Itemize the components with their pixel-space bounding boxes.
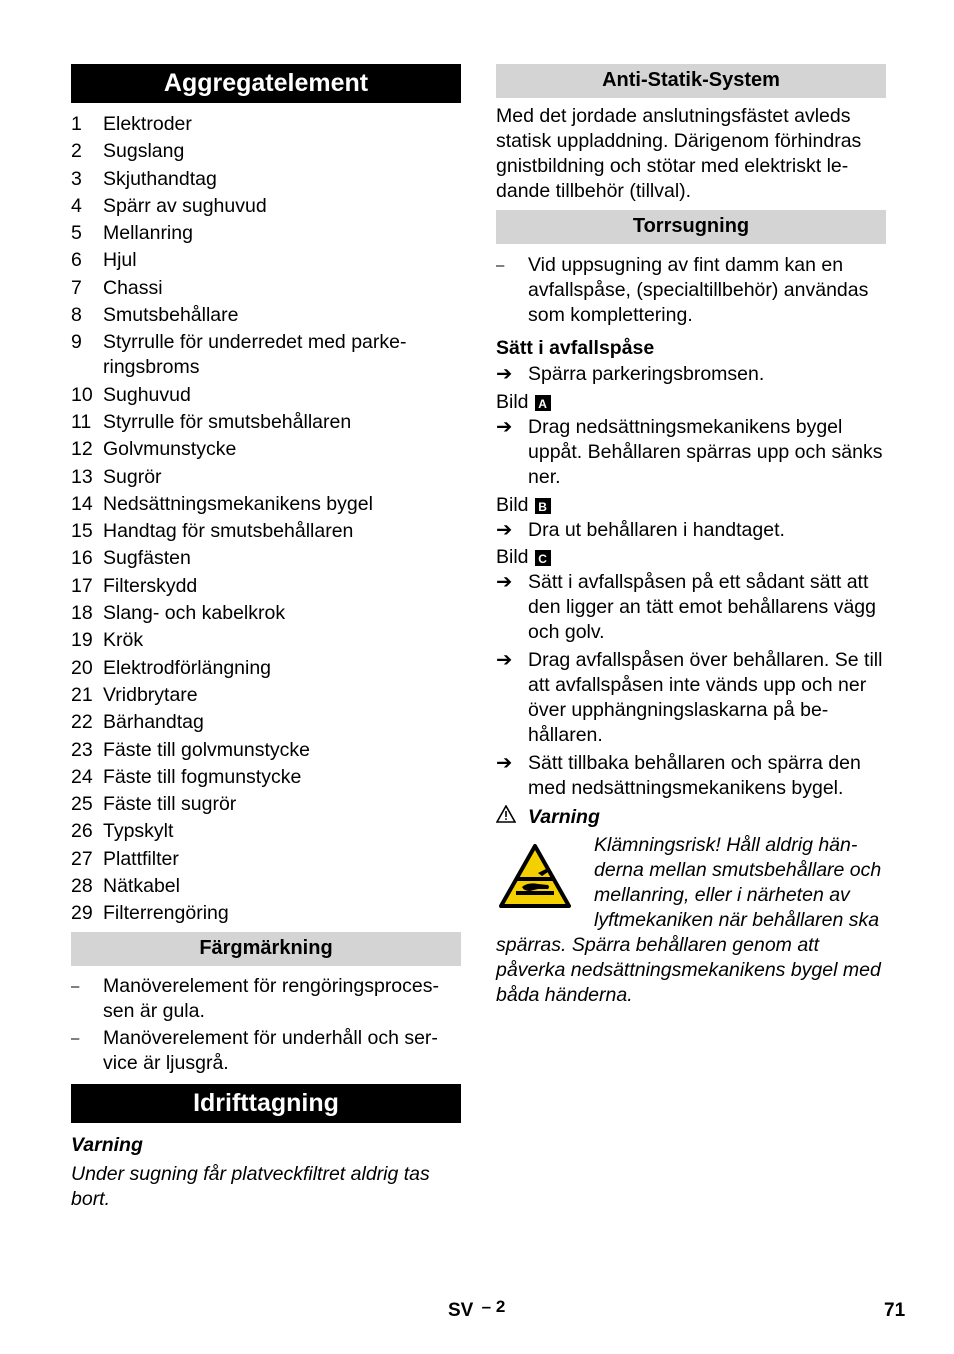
item-number: 28 — [71, 875, 93, 898]
item-number: 19 — [71, 629, 93, 652]
list-item — [71, 738, 461, 763]
figure-c-icon: C — [535, 550, 551, 566]
footer-language: SV – 2 — [448, 1297, 506, 1321]
dash-bullet: – — [496, 257, 505, 274]
item-number: 10 — [71, 383, 93, 406]
item-number: 13 — [71, 465, 93, 488]
item-label: Chassi — [103, 276, 163, 299]
list-item — [71, 112, 461, 137]
item-number: 29 — [71, 902, 93, 925]
component-list — [71, 112, 461, 926]
warning-text: Under sugning får platveckfiltret aldrig tas bort. — [71, 1163, 430, 1211]
anti-static-paragraph: Med det jordade anslutningsfästet avleds statisk uppladdning. Därigenom förhindras gnistbildning och stötar med elektriskt le-dande tillbehör (tillval). — [496, 105, 862, 202]
dash-bullet: – — [71, 1030, 80, 1048]
list-item — [71, 792, 461, 817]
item-number: 11 — [71, 410, 92, 433]
section-heading-anti-statik: Anti-Statik-System — [496, 64, 886, 98]
item-label: Sughuvud — [103, 383, 191, 406]
step-item: ➔ Drag avfallspåsen över behållaren. Se till att avfallspåsen inte vänds upp och ner över upphängningslaskarna på be-hållaren. — [496, 649, 883, 746]
item-number: 1 — [71, 113, 82, 135]
figure-ref-a: Bild A — [496, 390, 886, 415]
torrsugning-list — [496, 253, 886, 328]
item-number: 7 — [71, 276, 82, 299]
item-number: 26 — [71, 820, 93, 843]
list-item — [71, 492, 461, 517]
arrow-icon: ➔ — [496, 416, 513, 438]
list-item — [71, 194, 461, 219]
list-item — [71, 601, 461, 626]
list-item — [71, 683, 461, 708]
item-label: Golvmunstycke — [103, 438, 237, 461]
item-label: Hjul — [103, 249, 137, 272]
item-label: Typskylt — [103, 820, 174, 843]
item-label: Fäste till golvmunstycke — [103, 738, 310, 761]
item-label: Nätkabel — [103, 875, 180, 898]
item-label: Styrrulle för underredet med parke-ringsbroms — [103, 331, 407, 379]
item-number: 23 — [71, 738, 93, 761]
list-item — [71, 765, 461, 790]
left-column — [71, 64, 461, 1212]
item-label: Krök — [103, 629, 144, 652]
step-item: ➔ Spärra parkeringsbromsen. — [496, 363, 765, 385]
item-label: Filterrengöring — [103, 902, 229, 925]
warning-title: Varning — [528, 806, 600, 828]
warning-title: Varning — [71, 1134, 143, 1157]
section-heading-aggregatelement: Aggregatelement — [71, 64, 461, 103]
warning-heading — [496, 805, 886, 830]
item-number: 2 — [71, 140, 82, 163]
item-label: Nedsättningsmekanikens bygel — [103, 492, 373, 515]
item-label: Elektrodförlängning — [103, 656, 272, 679]
list-item — [71, 546, 461, 571]
item-number: 17 — [71, 574, 93, 597]
list-item — [71, 574, 461, 599]
section-heading-idrifttagning: Idrifttagning — [71, 1084, 461, 1123]
item-label: Styrrulle för smutsbehållaren — [103, 410, 352, 433]
list-item: – Manöverelement för rengöringsproces-sen är gula. — [71, 975, 439, 1023]
item-label: Smutsbehållare — [103, 304, 239, 327]
arrow-icon: ➔ — [496, 571, 513, 593]
list-item: – Manöverelement för underhåll och ser-vice är ljusgrå. — [71, 1027, 438, 1075]
item-label: Sugrör — [103, 465, 162, 488]
item-number: 12 — [71, 438, 93, 461]
item-number: 6 — [71, 249, 82, 272]
warning-text: Klämningsrisk! Håll aldrig hän-derna mellan smutsbehållare och mellanring, eller i närheten av lyftmekaniken när behållaren ska spärras. Spärra behållaren genom att påverka nedsättningsmekanikens bygel med båda händerna. — [496, 834, 882, 1006]
item-number: 9 — [71, 331, 82, 354]
figure-a-icon: A — [535, 395, 551, 411]
steps-list — [496, 362, 886, 387]
list-item — [71, 874, 461, 899]
page-number: 71 — [884, 1300, 906, 1321]
steps-list — [496, 570, 886, 801]
list-item — [71, 819, 461, 844]
right-column — [496, 64, 886, 1008]
item-number: 22 — [71, 711, 93, 734]
item-number: 18 — [71, 602, 93, 625]
list-item — [71, 465, 461, 490]
item-label: Vridbrytare — [103, 683, 198, 706]
item-label: Slang- och kabelkrok — [103, 602, 286, 625]
item-label: Spärr av sughuvud — [103, 194, 267, 217]
color-list — [71, 974, 461, 1076]
item-label: Skjuthandtag — [103, 167, 217, 190]
step-item: ➔ Sätt i avfallspåsen på ett sådant sätt att den ligger an tätt emot behållarens vägg och golv. — [496, 571, 876, 643]
item-number: 3 — [71, 167, 82, 190]
item-number: 20 — [71, 656, 93, 679]
item-number: 8 — [71, 304, 82, 327]
list-item — [71, 901, 461, 926]
item-number: 15 — [71, 520, 93, 543]
step-item: ➔ Dra ut behållaren i handtaget. — [496, 519, 785, 541]
item-label: Handtag för smutsbehållaren — [103, 520, 354, 543]
list-item — [71, 656, 461, 681]
list-item — [71, 167, 461, 192]
list-item — [71, 139, 461, 164]
warning-triangle-icon — [496, 805, 528, 830]
list-item: – Vid uppsugning av fint damm kan en avfallspåse, (specialtillbehör) användas som komplettering. — [496, 254, 869, 326]
list-item — [71, 710, 461, 735]
item-label: Sugfästen — [103, 547, 191, 570]
steps-list — [496, 415, 886, 490]
item-number: 5 — [71, 222, 82, 245]
list-item — [71, 221, 461, 246]
item-number: 27 — [71, 847, 93, 870]
list-item — [71, 847, 461, 872]
item-number: 24 — [71, 765, 93, 788]
item-number: 25 — [71, 793, 93, 816]
section-heading-fargmarkning: Färgmärkning — [71, 932, 461, 966]
figure-ref-c: Bild C — [496, 545, 886, 570]
item-number: 14 — [71, 492, 93, 515]
list-item — [71, 628, 461, 653]
item-label: Fäste till sugrör — [103, 793, 237, 816]
list-item — [71, 383, 461, 408]
item-label: Plattfilter — [103, 847, 179, 870]
list-item — [71, 437, 461, 462]
step-item: ➔ Sätt tillbaka behållaren och spärra den med nedsättningsmekanikens bygel. — [496, 752, 861, 799]
dash-bullet: – — [71, 978, 80, 996]
item-label: Fäste till fogmunstycke — [103, 765, 302, 788]
item-label: Filterskydd — [103, 574, 198, 597]
arrow-icon: ➔ — [496, 519, 513, 541]
item-number: 16 — [71, 547, 93, 570]
arrow-icon: ➔ — [496, 363, 513, 385]
crush-hazard-icon — [498, 843, 580, 913]
step-item: ➔ Drag nedsättningsmekanikens bygel uppåt. Behållaren spärras upp och sänks ner. — [496, 416, 883, 488]
item-label: Elektroder — [103, 113, 192, 135]
arrow-icon: ➔ — [496, 649, 513, 671]
arrow-icon: ➔ — [496, 752, 513, 774]
warning-block — [496, 833, 886, 1008]
figure-ref-b: Bild B — [496, 493, 886, 518]
item-number: 4 — [71, 194, 82, 217]
list-item — [71, 330, 461, 380]
list-item — [71, 519, 461, 544]
steps-list — [496, 518, 886, 543]
item-label: Sugslang — [103, 140, 185, 163]
item-label: Mellanring — [103, 222, 193, 245]
list-item — [71, 276, 461, 301]
section-heading-torrsugning: Torrsugning — [496, 210, 886, 244]
list-item — [71, 303, 461, 328]
item-label: Bärhandtag — [103, 711, 204, 734]
list-item — [71, 248, 461, 273]
item-number: 21 — [71, 683, 93, 706]
subheading-avfallspase: Sätt i avfallspåse — [496, 337, 655, 359]
figure-b-icon: B — [535, 498, 551, 514]
list-item — [71, 410, 461, 435]
